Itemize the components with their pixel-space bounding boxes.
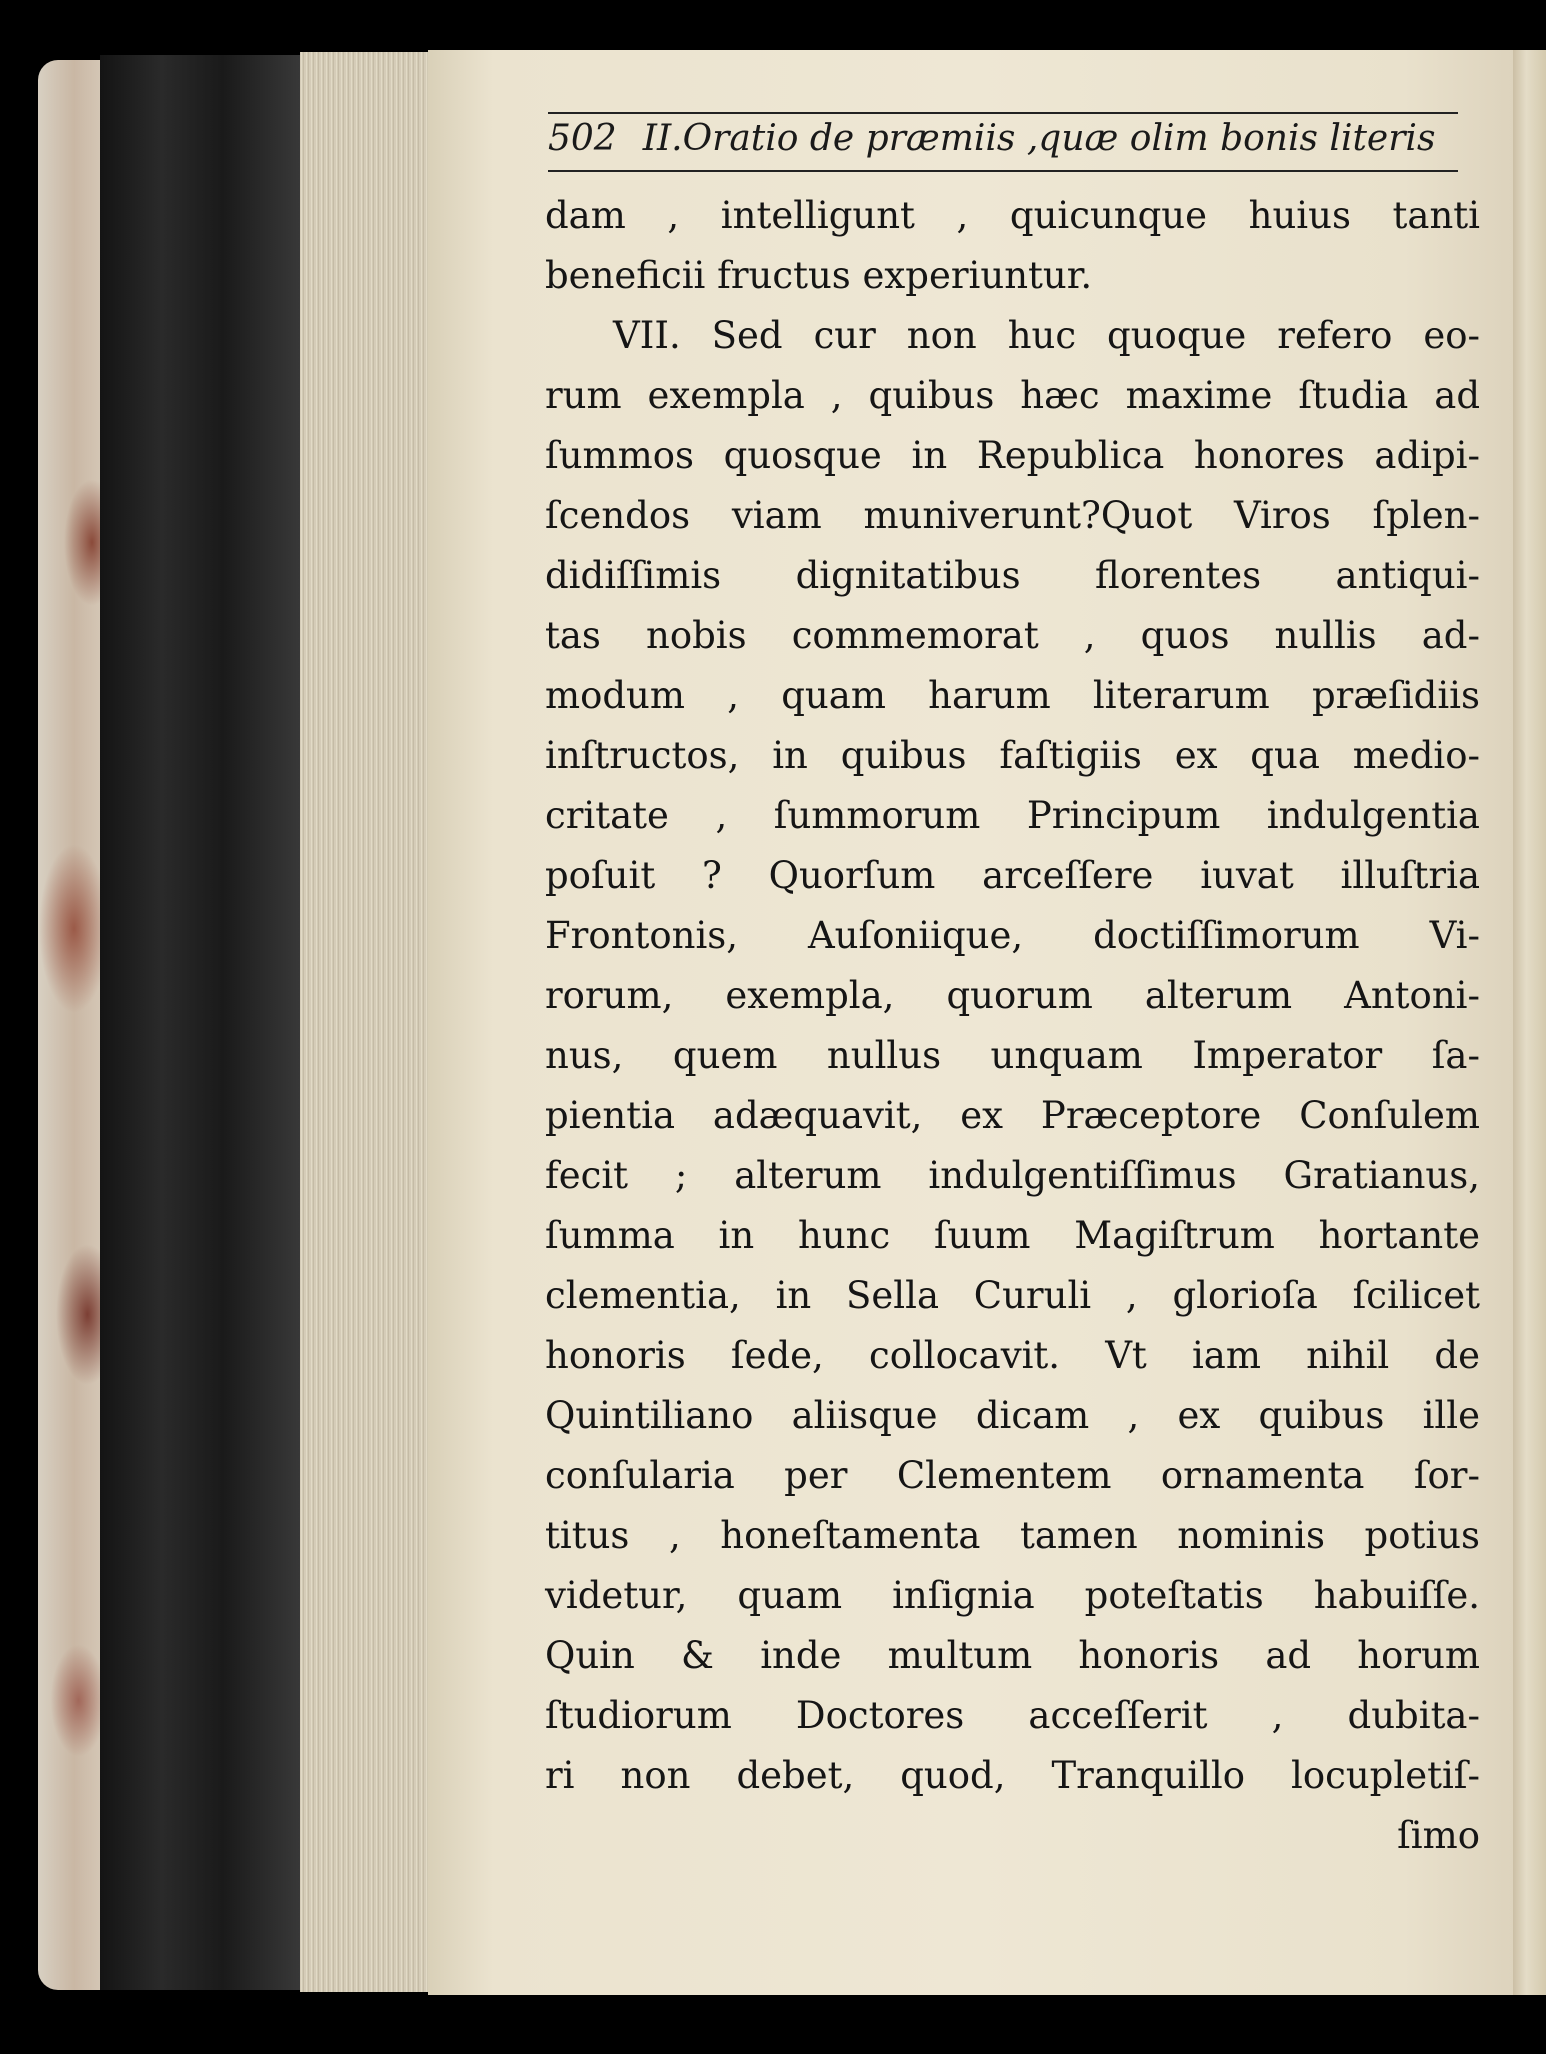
text-line: titus , honeſtamenta tamen nominis potius bbox=[545, 1514, 1480, 1557]
text-line: dam , intelligunt , quicunque huius tanti bbox=[545, 194, 1480, 237]
book-spine-edge bbox=[100, 55, 305, 1990]
text-line: clementia, in Sella Curuli , glorioſa ſcilicet bbox=[545, 1274, 1480, 1317]
text-line: ſummos quosque in Republica honores adipi- bbox=[545, 434, 1480, 477]
text-line: conſularia per Clementem ornamenta ſor- bbox=[545, 1454, 1480, 1497]
running-title: II.Oratio de præmiis ,quæ olim bonis literis bbox=[642, 118, 1436, 159]
text-line: beneficii fructus experiuntur. bbox=[545, 254, 1093, 297]
text-line: rorum, exempla, quorum alterum Antoni- bbox=[545, 974, 1480, 1017]
running-header bbox=[548, 118, 1458, 172]
text-line: nus, quem nullus unquam Imperator ſa- bbox=[545, 1034, 1480, 1077]
text-line: ſtudiorum Doctores acceſſerit , dubita- bbox=[545, 1694, 1480, 1737]
text-line: videtur, quam inſignia poteſtatis habuiſſe. bbox=[545, 1574, 1480, 1617]
text-line: poſuit ? Quorſum arceſſere iuvat illuſtria bbox=[545, 854, 1480, 897]
text-line: VII. Sed cur non huc quoque refero eo- bbox=[613, 314, 1480, 357]
text-line: didiſſimis dignitatibus florentes antiqui- bbox=[545, 554, 1480, 597]
header-rule-top bbox=[548, 112, 1458, 114]
text-line: Frontonis, Auſoniique, doctiſſimorum Vi- bbox=[545, 914, 1480, 957]
text-line: rum exempla , quibus hæc maxime ſtudia ad bbox=[545, 374, 1480, 417]
page-fore-edges bbox=[300, 52, 430, 1992]
catchword: ſimo bbox=[1397, 1814, 1480, 1857]
text-line: critate , ſummorum Principum indulgentia bbox=[545, 794, 1480, 837]
text-line: modum , quam harum literarum præſidiis bbox=[545, 674, 1480, 717]
text-line: inſtructos, in quibus faſtigiis ex qua medio- bbox=[545, 734, 1480, 777]
page-number: 502 bbox=[548, 118, 617, 159]
facing-page-edge bbox=[1513, 50, 1546, 1995]
text-line: ſumma in hunc ſuum Magiſtrum hortante bbox=[545, 1214, 1480, 1257]
text-line: ri non debet, quod, Tranquillo locupletiſ- bbox=[545, 1754, 1480, 1797]
text-line: tas nobis commemorat , quos nullis ad- bbox=[545, 614, 1480, 657]
text-line: fecit ; alterum indulgentiſſimus Gratianus, bbox=[545, 1154, 1480, 1197]
text-line: Quin & inde multum honoris ad horum bbox=[545, 1634, 1480, 1677]
header-rule-bottom bbox=[548, 170, 1458, 172]
body-text bbox=[545, 186, 1480, 1866]
text-line: Quintiliano aliisque dicam , ex quibus ille bbox=[545, 1394, 1480, 1437]
text-line: honoris ſede, collocavit. Vt iam nihil de bbox=[545, 1334, 1480, 1377]
text-line: ſcendos viam muniverunt?Quot Viros ſplen- bbox=[545, 494, 1480, 537]
text-line: pientia adæquavit, ex Præceptore Conſulem bbox=[545, 1094, 1480, 1137]
